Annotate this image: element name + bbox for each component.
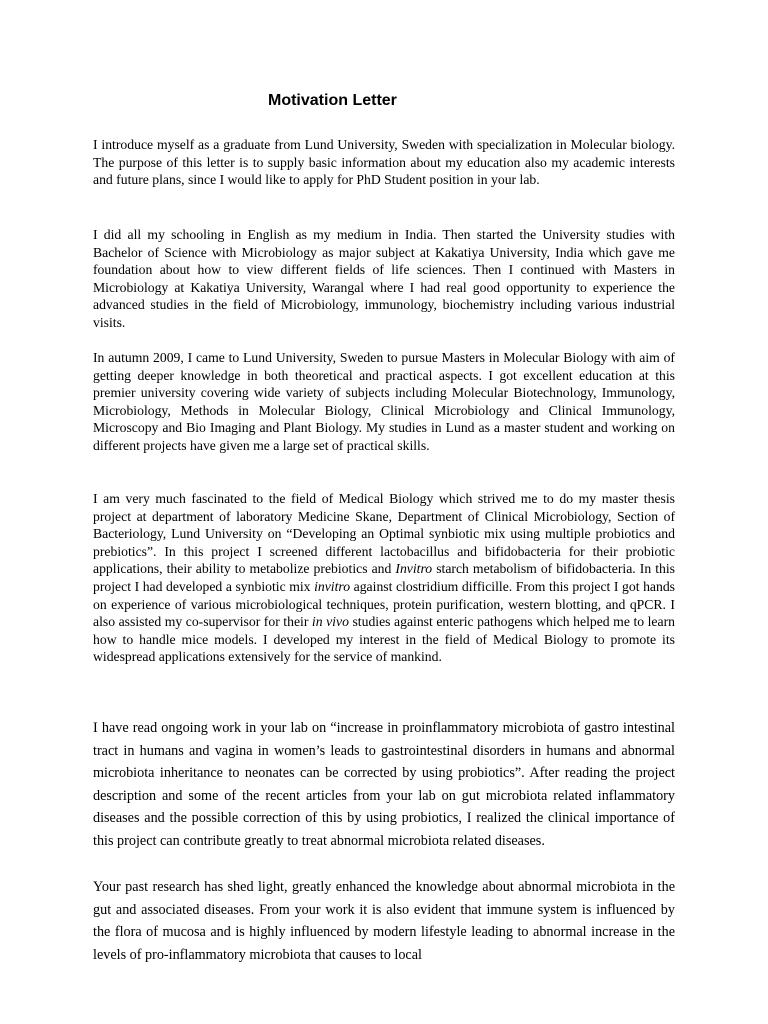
paragraph-lab-work: I have read ongoing work in your lab on “increase in proinflammatory microbiota of gastro intestinal tract in humans and vagina in women’s leads to gastrointestinal disorders in humans and abnormal microbiota inheritance to neonates can be corrected by using probiotics”. After reading the project description and some of the recent articles from your lab on gut microbiota related inflammatory diseases and the possible correction of this by using probiotics, I realized the clinical importance of this project can contribute greatly to treat abnormal microbiota related diseases.: [93, 720, 675, 849]
paragraph-schooling: I did all my schooling in English as my medium in India. Then started the University studies with Bachelor of Science with Microbiology as major subject at Kakatiya University, India which gave me foundation about how to view different fields of life sciences. Then I continued with Masters in Microbiology at Kakatiya University, Warangal where I had real good opportunity to experience the advanced studies in the field of Microbiology, immunology, biochemistry including various industrial visits.: [93, 227, 675, 330]
paragraph-thesis-text: studies against enteric pathogens which helped me to learn how to handle mice models. I developed my interest in the field of Medical Biology to promote its widespread applications extensively for the service of mankind.: [93, 614, 675, 665]
italic-term-in-vivo: in vivo: [311, 614, 349, 630]
paragraph-thesis-project: [93, 490, 675, 666]
paragraph-thesis-text: starch metabolism of bifidobacteria. In this project I had developed a synbiotic mix: [93, 561, 675, 594]
italic-term-invitro: Invitro: [395, 561, 433, 577]
paragraph-lund-masters: In autumn 2009, I came to Lund University, Sweden to pursue Masters in Molecular Biology with aim of getting deeper knowledge in both theoretical and practical aspects. I got excellent education at this premier university covering wide variety of subjects including Molecular Biotechnology, Immunology, Microbiology, Methods in Molecular Biology, Clinical Microbiology and Clinical Immunology, Microscopy and Bio Imaging and Plant Biology. My studies in Lund as a master student and working on different projects have given me a large set of practical skills.: [93, 350, 675, 453]
paragraph-past-research: Your past research has shed light, greatly enhanced the knowledge about abnormal microbiota in the gut and associated diseases. From your work it is also evident that immune system is influenced by the flora of mucosa and is highly influenced by modern lifestyle leading to abnormal increase in the levels of pro-inflammatory microbiota that causes to local: [93, 879, 675, 963]
document-title: Motivation Letter: [268, 92, 397, 109]
paragraph-introduction: I introduce myself as a graduate from Lund University, Sweden with specialization in Molecular biology. The purpose of this letter is to supply basic information about my education also my academic interests and future plans, since I would like to apply for PhD Student position in your lab.: [93, 137, 675, 188]
paragraph-thesis-text: against clostridium difficille. From this project I got hands on experience of various microbiological techniques, protein purification, western blotting, and qPCR. I also assisted my co-supervisor for their: [93, 578, 675, 630]
italic-term-invitro: invitro: [314, 578, 351, 594]
paragraph-thesis-text: I am very much fascinated to the field of Medical Biology which strived me to do my master thesis project at department of laboratory Medicine Skane, Department of Clinical Microbiology, Section of Bacteriology, Lund University on “Developing an Optimal synbiotic mix using multiple probiotics and prebiotics”. In this project I screened different lactobacillus and bifidobacteria for their probiotic applications, their ability to metabolize prebiotics and: [93, 491, 675, 577]
